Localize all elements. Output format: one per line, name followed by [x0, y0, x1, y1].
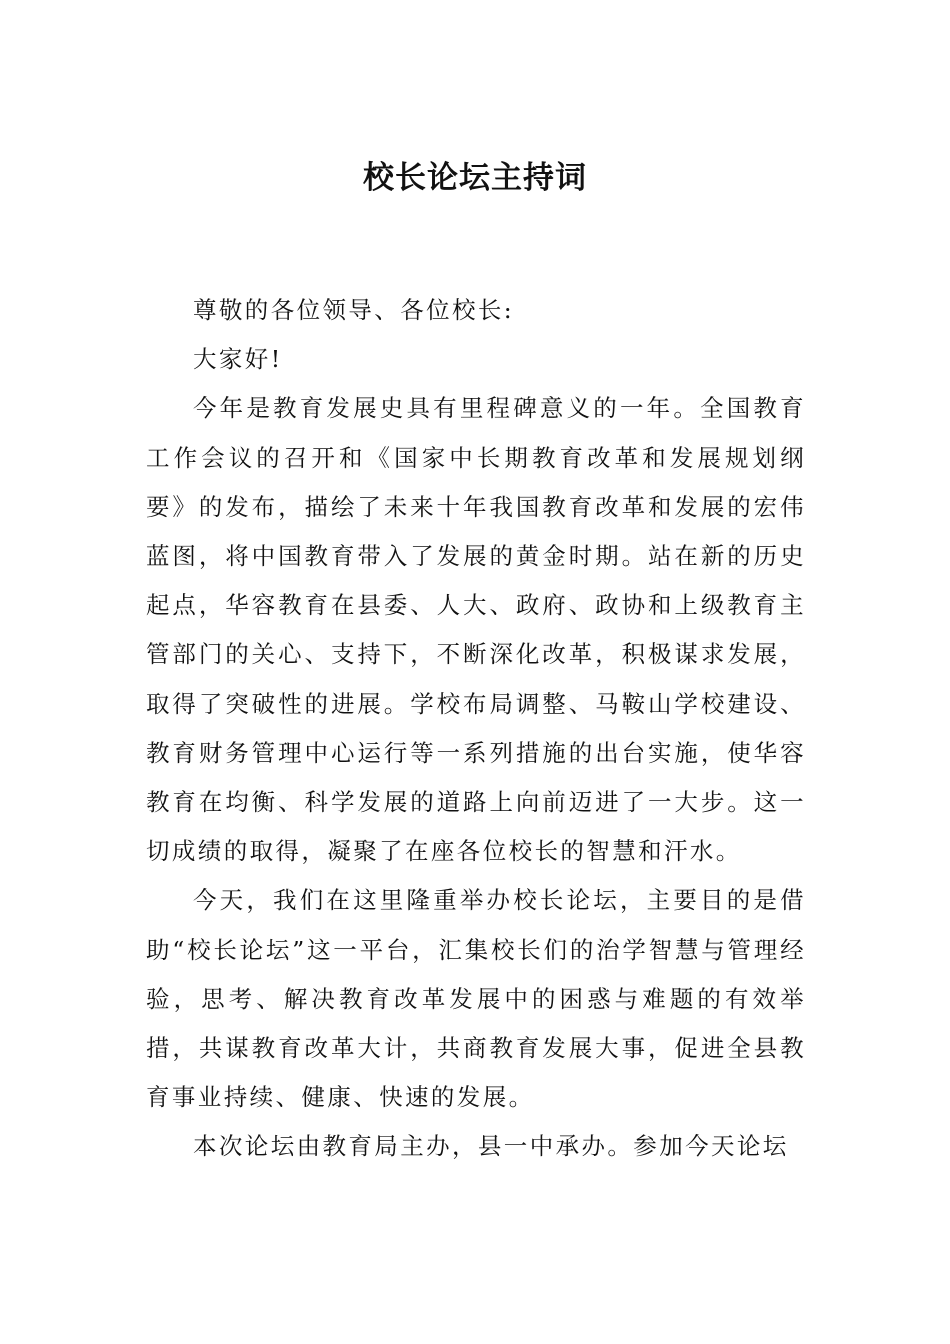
body-paragraph-3: 本次论坛由教育局主办，县一中承办。参加今天论坛	[193, 1132, 789, 1161]
body-paragraph-1: 今年是教育发展史具有里程碑意义的一年。全国教育工作会议的召开和《国家中长期教育改革和发展规划纲要》的发布，描绘了未来十年我国教育改革和发展的宏伟蓝图，将中国教育带入了发展的黄金时期。站在新的历史起点，华容教育在县委、人大、政府、政协和上级教育主管部门的关心、支持下，不断深化改革，积极谋求发展，取得了突破性的进展。学校布局调整、马鞍山学校建设、教育财务管理中心运行等一系列措施的出台实施，使华容教育在均衡、科学发展的道路上向前迈进了一大步。这一切成绩的取得，凝聚了在座各位校长的智慧和汗水。	[146, 394, 806, 866]
document-title: 校长论坛主持词	[363, 160, 587, 196]
greeting-paragraph: 大家好!	[193, 345, 283, 374]
document-body	[146, 286, 806, 1172]
salutation-paragraph: 尊敬的各位领导、各位校长:	[193, 296, 515, 324]
body-paragraph-2: 今天，我们在这里隆重举办校长论坛，主要目的是借助“校长论坛”这一平台，汇集校长们的治学智慧与管理经验，思考、解决教育改革发展中的困惑与难题的有效举措，共谋教育改革大计，共商教育发展大事，促进全县教育事业持续、健康、快速的发展。	[146, 886, 806, 1112]
